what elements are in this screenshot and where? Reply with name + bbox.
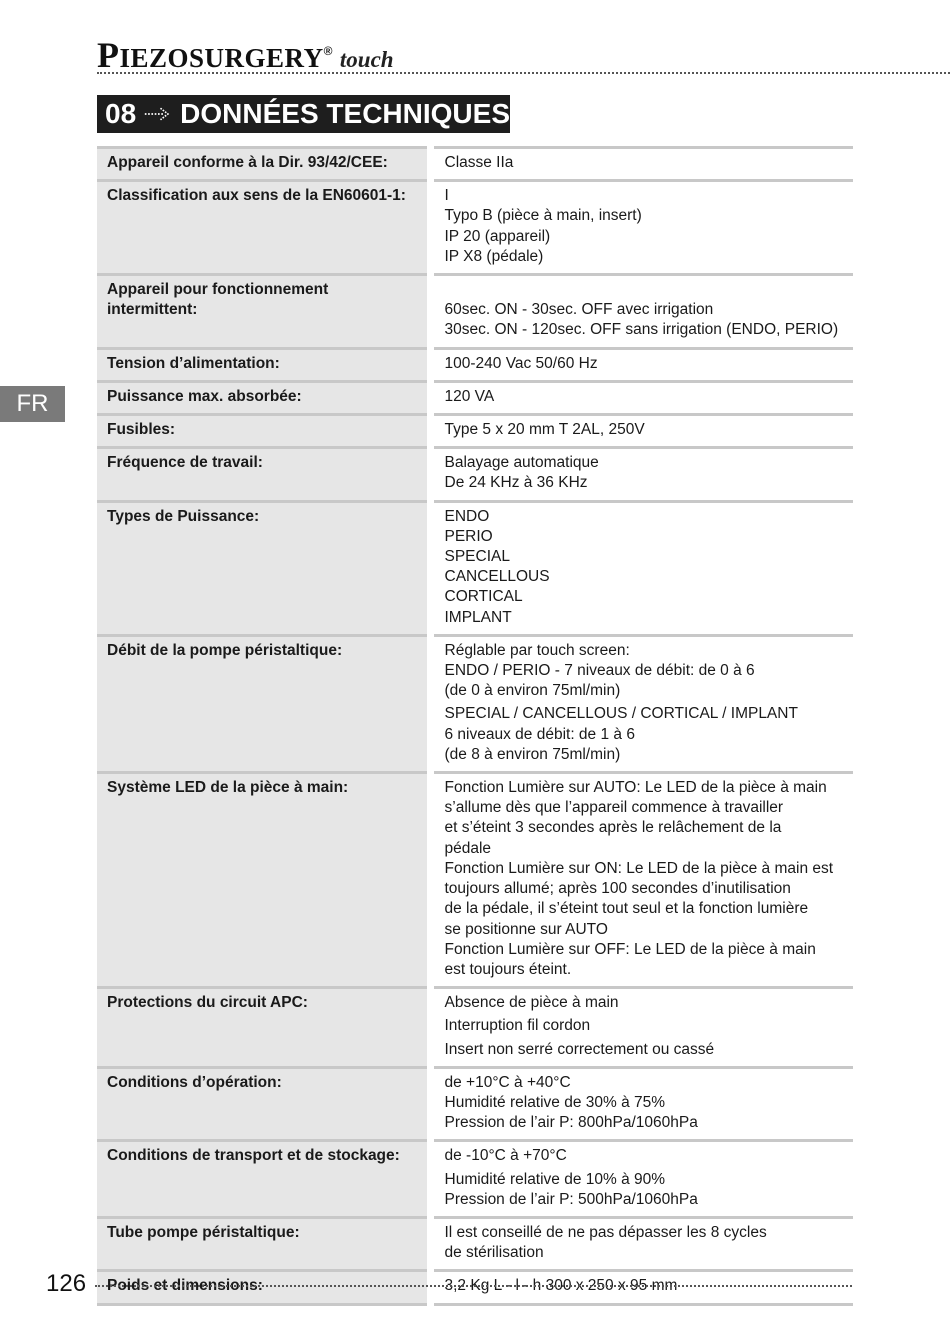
spec-row [97,1067,853,1141]
spec-value-line: 100-240 Vac 50/60 Hz [444,354,598,372]
spec-value-line: SPECIAL [444,548,510,566]
spec-row [97,275,853,349]
spec-value-line: pédale [444,839,492,857]
spec-value-line: Il est conseillé de ne pas dépasser les 8 cycles [444,1223,767,1241]
spec-value-line: 3,2 Kg L - l - h 300 x 250 x 95 mm [444,1277,678,1295]
spec-label: Tube pompe péristaltique: [97,1217,430,1270]
spec-value-line: Absence de pièce à main [444,994,619,1012]
spec-value-line: Humidité relative de 30% à 75% [444,1093,666,1111]
spec-value-line: de stérilisation [444,1244,544,1262]
spec-value-line: Pression de l’air P: 800hPa/1060hPa [444,1114,698,1132]
spec-value-line: (de 0 à environ 75ml/min) [444,682,621,700]
spec-row [97,148,853,181]
spec-row [97,1217,853,1270]
spec-label: Tension d’alimentation: [97,348,430,381]
spec-value-line: ENDO / PERIO - 7 niveaux de débit: de 0 à 6 [444,662,755,680]
spec-value-line: toujours allumé; après 100 secondes d’inutilisation [444,880,791,898]
registered-mark: ® [323,43,333,58]
spec-row [97,181,853,275]
section-title: DONNÉES TECHNIQUES [180,98,510,129]
spec-value-line: Réglable par touch screen: [444,641,630,659]
spec-value [430,635,853,772]
spec-row [97,1141,853,1218]
spec-value-line: est toujours éteint. [444,960,572,978]
spec-row [97,1271,853,1304]
spec-value-line: 30sec. ON - 120sec. OFF sans irrigation (ENDO, PERIO) [444,321,839,339]
spec-value-line: Fonction Lumière sur ON: Le LED de la pièce à main est [444,859,834,877]
brand-subtitle: touch [339,47,394,72]
spec-value-line: IP X8 (pédale) [444,247,544,265]
spec-value-line: 60sec. ON - 30sec. OFF avec irrigation [444,301,714,319]
brand-rest: IEZOSURGERY [119,43,324,73]
spec-value-line: s’allume dès que l’appareil commence à travailler [444,799,784,817]
spec-value-line: de -10°C à +70°C [444,1147,567,1165]
spec-label: Conditions d’opération: [97,1067,430,1141]
spec-row [97,501,853,635]
spec-value-line: de +10°C à +40°C [444,1073,571,1091]
spec-value-line: Type 5 x 20 mm T 2AL, 250V [444,421,645,439]
spec-value-line: IMPLANT [444,608,512,626]
spec-label: Appareil pour fonctionnement intermittent: [97,275,430,349]
spec-value-line: (de 8 à environ 75ml/min) [444,745,621,763]
spec-row [97,348,853,381]
spec-value [430,381,853,414]
brand-initial: P [97,35,120,75]
spec-label: Types de Puissance: [97,501,430,635]
spec-value-line: et s’éteint 3 secondes après le relâchement de la [444,819,782,837]
brand-name [97,35,324,75]
spec-label: Fréquence de travail: [97,448,430,501]
spec-value-line: ENDO [444,507,490,525]
spec-value-line: I [444,187,449,205]
spec-table [97,146,853,1306]
spec-row [97,415,853,448]
brand-logo [97,34,394,75]
dotted-arrow-icon [144,104,172,124]
spec-label: Système LED de la pièce à main: [97,773,430,988]
spec-value-line: Fonction Lumière sur OFF: Le LED de la pièce à main [444,940,816,958]
section-header [97,95,510,133]
spec-value [430,1217,853,1270]
section-number: 08 [105,98,137,129]
spec-value-line: Classe IIa [444,154,514,171]
spec-value-line: SPECIAL / CANCELLOUS / CORTICAL / IMPLANT [444,705,798,723]
spec-value [430,501,853,635]
spec-value-line: CORTICAL [444,588,523,606]
spec-label: Fusibles: [97,415,430,448]
spec-row [97,988,853,1068]
spec-value [430,1141,853,1218]
spec-value-line: Interruption fil cordon [444,1017,591,1035]
spec-value-line: Pression de l’air P: 500hPa/1060hPa [444,1190,698,1208]
spec-value-line: se positionne sur AUTO [444,920,608,938]
top-dotted-rule [97,72,950,74]
spec-value-line: Fonction Lumière sur AUTO: Le LED de la pièce à main [444,779,827,797]
spec-value-line: 120 VA [444,387,495,405]
spec-row [97,635,853,772]
spec-value-line: Typo B (pièce à main, insert) [444,207,642,225]
spec-row [97,381,853,414]
spec-value-line: CANCELLOUS [444,568,550,586]
spec-value [430,1067,853,1141]
spec-value [430,1271,853,1304]
spec-value [430,773,853,988]
spec-value [430,988,853,1068]
spec-value [430,415,853,448]
spec-value [430,148,853,181]
spec-row [97,773,853,988]
spec-value-line: 6 niveaux de débit: de 1 à 6 [444,725,635,743]
spec-value [430,275,853,349]
page-number: 126 [46,1270,87,1297]
spec-label: Classification aux sens de la EN60601-1: [97,181,430,275]
spec-value-line: IP 20 (appareil) [444,227,551,245]
language-tab: FR [0,386,65,422]
spec-label: Poids et dimensions: [97,1271,430,1304]
spec-value [430,181,853,275]
spec-label: Débit de la pompe péristaltique: [97,635,430,772]
spec-value-line: PERIO [444,527,493,545]
spec-row [97,448,853,501]
bottom-dotted-rule [95,1285,852,1287]
spec-label: Appareil conforme à la Dir. 93/42/CEE: [97,148,430,181]
spec-value-line: De 24 KHz à 36 KHz [444,474,588,492]
spec-label: Puissance max. absorbée: [97,381,430,414]
spec-value-line: de la pédale, il s’éteint tout seul et la fonction lumière [444,900,809,918]
spec-value [430,448,853,501]
spec-label: Protections du circuit APC: [97,988,430,1068]
spec-value-line [445,280,848,300]
spec-value [430,348,853,381]
spec-value-line: Insert non serré correctement ou cassé [444,1040,715,1058]
spec-label: Conditions de transport et de stockage: [97,1141,430,1218]
spec-value-line: Balayage automatique [444,454,599,472]
spec-value-line: Humidité relative de 10% à 90% [444,1170,666,1188]
